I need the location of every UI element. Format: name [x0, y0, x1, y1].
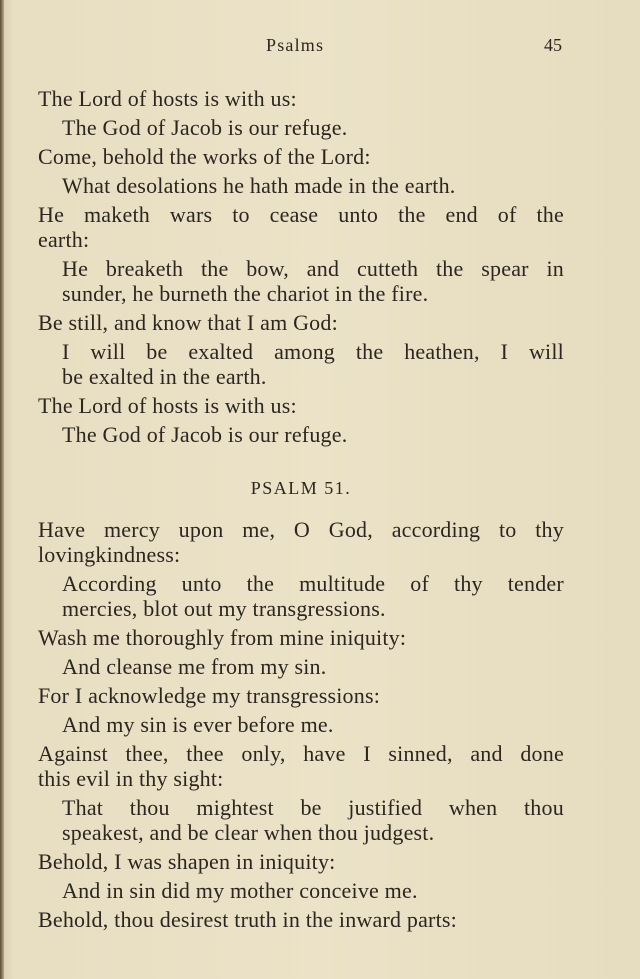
running-head — [0, 35, 640, 59]
response-verse — [38, 422, 564, 447]
verse-line: Be still, and know that I am God: — [38, 310, 338, 335]
page-edge-shadow — [0, 0, 4, 979]
verse-line: this evil in thy sight: — [38, 766, 224, 791]
verse — [38, 202, 564, 252]
verse-line: The Lord of hosts is with us: — [38, 86, 297, 111]
verse — [38, 144, 564, 169]
verse-line: For I acknowledge my transgressions: — [38, 683, 381, 708]
verse-line: And my sin is ever before me. — [62, 712, 334, 737]
verse-line: Come, behold the works of the Lord: — [38, 144, 371, 169]
response-verse — [38, 571, 564, 621]
response-verse — [38, 654, 564, 679]
response-verse — [38, 712, 564, 737]
verse — [38, 741, 564, 791]
response-verse — [38, 115, 564, 140]
verse-line: The God of Jacob is our refuge. — [62, 422, 348, 447]
response-verse — [38, 256, 564, 306]
verse-line: sunder, he burneth the chariot in the fire. — [62, 281, 429, 306]
verse-line: Have mercy upon me, O God, according to thy — [38, 517, 564, 542]
response-verse — [38, 878, 564, 903]
verse-line: What desolations he hath made in the earth. — [62, 173, 456, 198]
verse — [38, 907, 564, 932]
verse-line: Behold, I was shapen in iniquity: — [38, 849, 336, 874]
verse — [38, 393, 564, 418]
verse-line: He breaketh the bow, and cutteth the spear in — [62, 256, 564, 281]
verse-line: speakest, and be clear when thou judgest. — [62, 820, 435, 845]
response-verse — [38, 173, 564, 198]
verse-line: Against thee, thee only, have I sinned, and done — [38, 741, 564, 766]
verse — [38, 683, 564, 708]
verse-line: That thou mightest be justified when thou — [62, 795, 564, 820]
verse — [38, 517, 564, 567]
verse-line: I will be exalted among the heathen, I will — [62, 339, 564, 364]
verse-line: Behold, thou desirest truth in the inward parts: — [38, 907, 457, 932]
verse-line: And in sin did my mother conceive me. — [62, 878, 418, 903]
verse-line: The Lord of hosts is with us: — [38, 393, 297, 418]
verse — [38, 86, 564, 111]
verse-line: The God of Jacob is our refuge. — [62, 115, 348, 140]
psalm-text — [38, 86, 564, 936]
page-number: 45 — [544, 35, 562, 55]
verse-line: mercies, blot out my transgressions. — [62, 596, 386, 621]
psalm-heading: PSALM 51. — [250, 478, 352, 498]
running-title: Psalms — [266, 35, 325, 55]
response-verse — [38, 795, 564, 845]
psalm-46-ending — [38, 86, 564, 447]
verse-line: lovingkindness: — [38, 542, 181, 567]
verse-line: He maketh wars to cease unto the end of the — [38, 202, 564, 227]
response-verse — [38, 339, 564, 389]
verse-line: And cleanse me from my sin. — [62, 654, 327, 679]
verse-line: be exalted in the earth. — [62, 364, 267, 389]
verse — [38, 310, 564, 335]
verse-line: earth: — [38, 227, 90, 252]
verse — [38, 625, 564, 650]
verse-line: Wash me thoroughly from mine iniquity: — [38, 625, 407, 650]
verse — [38, 849, 564, 874]
psalm-51-verses — [38, 517, 564, 932]
verse-line: According unto the multitude of thy tender — [62, 571, 564, 596]
